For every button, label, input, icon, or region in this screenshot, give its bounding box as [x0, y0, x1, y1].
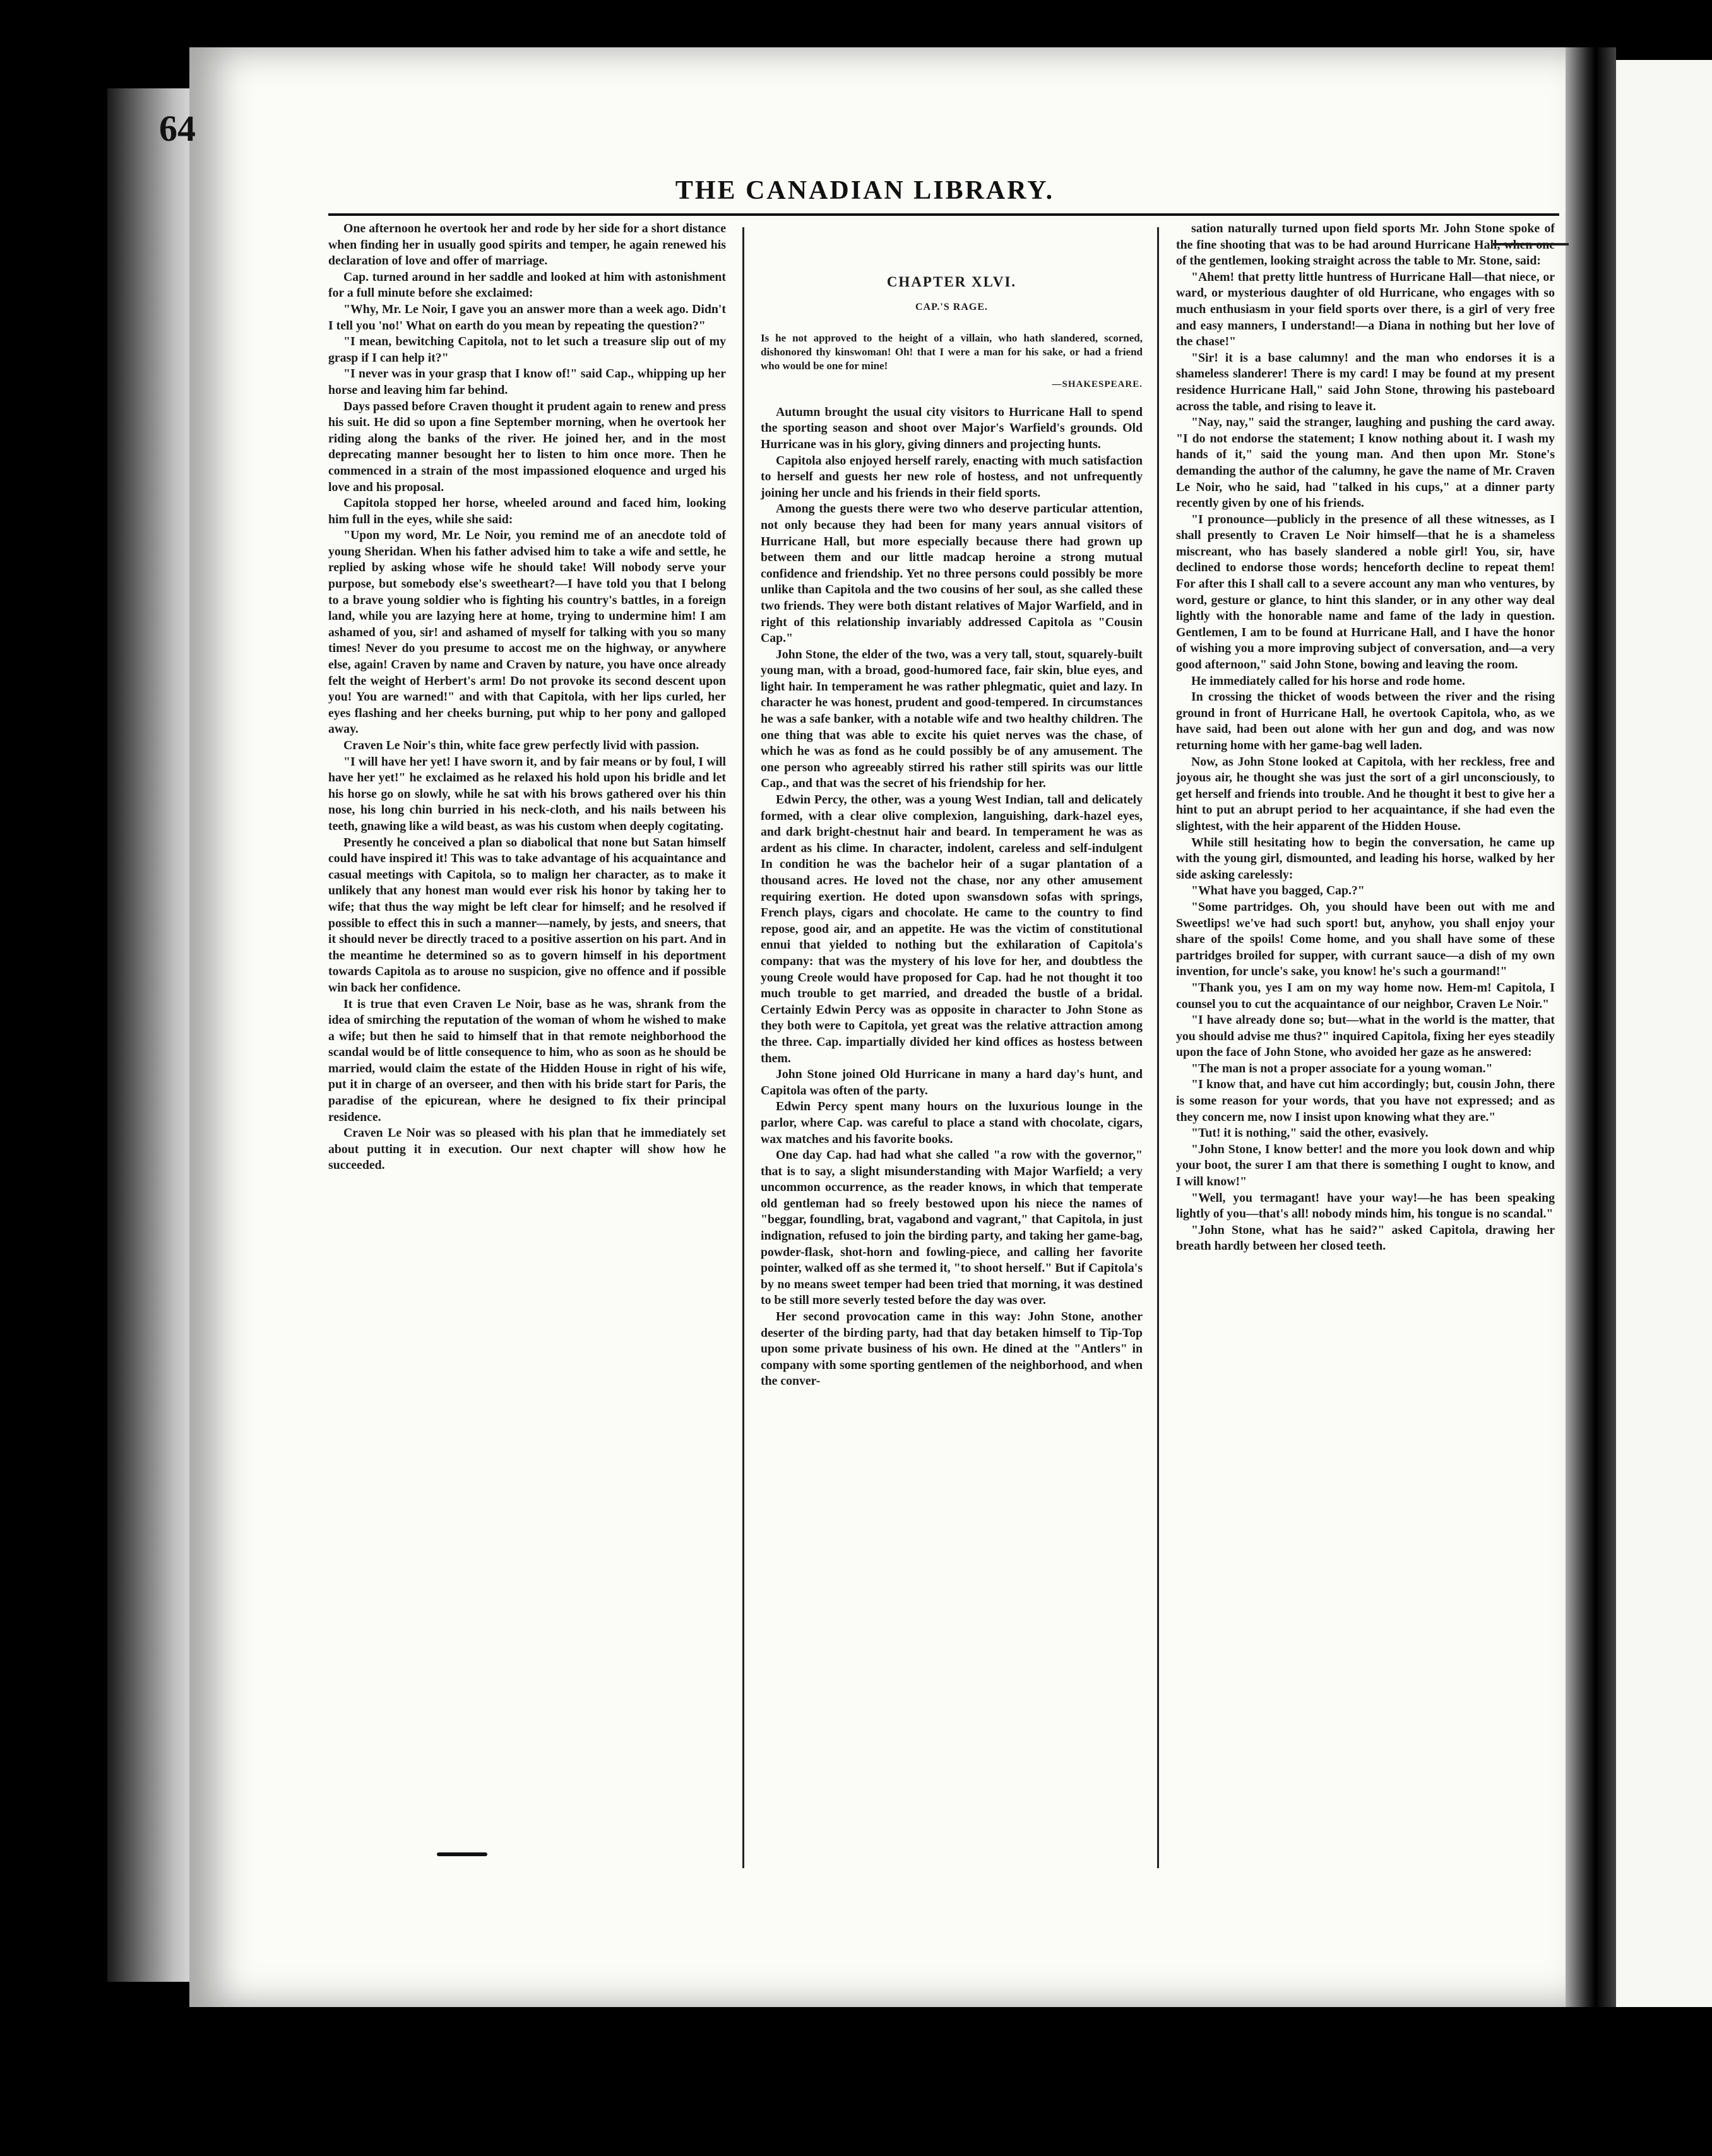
paragraph: "I pronounce—publicly in the presence of all these witnesses, as I shall presently to Craven Le Noir himself—that he is a shameless miscreant, who has basely slandered a noble girl! You, sir, have declined to endorse those words; henceforth decline to repeat them! For after this I shall call to a severe account any man who ventures, by word, gesture or glance, to hint this slander, or in any other way deal lightly with the honorable name and fame of the lady in question. Gentlemen, I am to be found at Hurricane Hall, and I have the honor of wishing you a more improving subject of conversation, and—a very good afternoon," said John Stone, bowing and leaving the room.: [1176, 512, 1555, 672]
paragraph: "John Stone, what has he said?" asked Capitola, drawing her breath hardly between her closed teeth.: [1176, 1223, 1555, 1253]
page-gutter: [1566, 47, 1616, 2007]
paragraph: Capitola stopped her horse, wheeled around and faced him, looking him full in the eyes, while she said:: [328, 496, 726, 526]
paragraph: Capitola also enjoyed herself rarely, enacting with much satisfaction to herself and guests her new role of hostess, and not unfrequently joining her uncle and his friends in their field sports.: [761, 453, 1143, 500]
paragraph: "The man is not a proper associate for a young woman.": [1191, 1061, 1493, 1075]
paragraph: Autumn brought the usual city visitors to Hurricane Hall to spend the sporting season and shoot over Major's Warfield's grounds. Old Hurricane was in his glory, giving dinners and projecting hunts.: [761, 405, 1143, 451]
text-column-1: [328, 221, 726, 1988]
paragraph: Edwin Percy, the other, was a young West Indian, tall and delicately formed, with a clear olive complexion, languishing, dark-hazel eyes, and dark bright-chestnut hair and beard. In temperament he was as ardent as his clime. In character, indolent, careless and self-indulgent In condition he was the bachelor heir of a sugar plantation of a thousand acres. He loved not the chase, nor any other amusement requiring exertion. He doted upon swansdown sofas with springs, French plays, cigars and chocolate. He came to the country to find repose, good air, and an appetite. He was the victim of constitutional ennui that yielded to nothing but the exhilaration of Capitola's company: that was the mystery of his love for her, and doubtless the young Creole would have proposed for Cap. had he not thought it too much trouble to get married, and dreaded the bustle of a bridal. Certainly Edwin Percy was as opposite in character to John Stone as they both were to Capitola, yet great was the relative attraction among the three. Cap. impartially divided her kind offices as hostess between them.: [761, 793, 1143, 1065]
text-column-3: [1176, 221, 1555, 1988]
column-divider: [742, 227, 744, 1868]
paragraph: "I have already done so; but—what in the world is the matter, that you should advise me thus?" inquired Capitola, fixing her eyes steadily upon the face of John Stone, who avoided her gaze as he answered:: [1176, 1013, 1555, 1060]
paragraph: Presently he conceived a plan so diabolical that none but Satan himself could have inspired it! This was to take advantage of his acquaintance and casual meetings with Capitola, so to malign her character, as to make it unlikely that any honest man would ever risk his honor by taking her to wife; that thus the way might be left clear for himself; and he resolved if possible to effect this in such a manner—namely, by jests, and sneers, that it should never be directly traced to a positive assertion on his part. And in the meantime he determined so as to govern himself in his deportment towards Capitola as to arouse no suspicion, give no offence and if possible win back her confidence.: [328, 835, 726, 995]
chapter-subtitle: CAP.'S RAGE.: [915, 301, 988, 312]
paragraph: "Why, Mr. Le Noir, I gave you an answer more than a week ago. Didn't I tell you 'no!' What on earth do you mean by repeating the question?": [328, 302, 726, 333]
chapter-body: [761, 405, 1143, 1390]
paragraph: Craven Le Noir's thin, white face grew perfectly livid with passion.: [343, 738, 699, 752]
paragraph: Her second provocation came in this way: John Stone, another deserter of the birding party, had that day betaken himself to Tip-Top upon some private business of his own. He dined at the "Antlers" in company with some sporting gentlemen of the neighborhood, and when the conver-: [761, 1310, 1143, 1389]
paragraph: One afternoon he overtook her and rode by her side for a short distance when finding her in usually good spirits and temper, he again renewed his declaration of love and offer of marriage.: [328, 222, 726, 268]
paragraph: "What have you bagged, Cap.?": [1191, 884, 1365, 898]
paragraph: "Nay, nay," said the stranger, laughing and pushing the card away. "I do not endorse the statement; I know nothing about it. I wash my hands of it," said the young man. And then upon Mr. Stone's demanding the author of the calumny, he gave the name of Mr. Craven Le Noir, who he said, had "talked in his cups," at a dinner party recently given by one of his friends.: [1176, 415, 1555, 511]
epigraph-attribution: —SHAKESPEARE.: [1052, 379, 1143, 390]
paragraph: Cap. turned around in her saddle and looked at him with astonishment for a full minute before she exclaimed:: [328, 270, 726, 300]
paragraph: It is true that even Craven Le Noir, base as he was, shrank from the idea of smirching the reputation of the woman of whom he wished to make a wife; but then he said to himself that in that remote neighborhood the scandal would be of little consequence to him, who as soon as he should be married, would claim the estate of the Hidden House in right of his wife, put it in charge of an overseer, and then with his bride start for Paris, the paradise of the epicurean, where he designed to fix their principal residence.: [328, 997, 726, 1124]
header-rule: [328, 213, 1559, 216]
text-column-2: [761, 221, 1143, 1988]
paragraph: "Tut! it is nothing," said the other, evasively.: [1191, 1126, 1429, 1140]
paragraph: "Some partridges. Oh, you should have been out with me and Sweetlips! we've had such sport! but, anyhow, you shall enjoy your share of the spoils! Come home, and you shall have some of these partridges broiled for supper, with currant sauce—a dish of my own invention, for uncle's sake, you know! he's such a gourmand!": [1176, 899, 1555, 979]
column-divider: [1157, 227, 1159, 1868]
paragraph: John Stone joined Old Hurricane in many a hard day's hunt, and Capitola was often of the party.: [761, 1067, 1143, 1098]
paragraph: In crossing the thicket of woods between the river and the rising ground in front of Hurricane Hall, he overtook Capitola, who, as we have said, had been out alone with her gun and dog, and was now returning home with her game-bag well laden.: [1176, 690, 1555, 752]
paragraph: "Thank you, yes I am on my way home now. Hem-m! Capitola, I counsel you to cut the acquaintance of our neighbor, Craven Le Noir.": [1176, 980, 1555, 1011]
paragraph: "Upon my word, Mr. Le Noir, you remind me of an anecdote told of young Sheridan. When his father advised him to take a wife and settle, he replied by asking whose wife he should take! Will nobody serve your purpose, but somebody else's sweetheart?—I have told you that I belong to a brave young soldier who is fighting his country's battles, in a foreign land, while you are lazying here at home, trying to undermine him! I am ashamed of you, sir! and ashamed of myself for talking with you so many times! Never do you presume to accost me on the highway, or anywhere else, again! Craven by name and Craven by nature, you have once already felt the weight of Herbert's arm! Do not provoke its second descent upon you! You are warned!" and with that Capitola, with her lips curled, her eyes flashing and her cheeks burning, put whip to her pony and galloped away.: [328, 528, 726, 737]
paragraph: sation naturally turned upon field sports Mr. John Stone spoke of the fine shooting that was to be had around Hurricane Hall, when one of the gentlemen, looking straight across the table to Mr. Stone, said:: [1176, 222, 1555, 268]
paragraph: Now, as John Stone looked at Capitola, with her reckless, free and joyous air, he thought she was just the sort of a girl unconsciously, to get herself and friends into trouble. And he thought it best to give her a hint to put an abrupt period to her acquaintance, if she had even the slightest, with the heir apparent of the Hidden House.: [1176, 754, 1555, 833]
paragraph: One day Cap. had had what she called "a row with the governor," that is to say, a slight misunderstanding with Major Warfield; a very uncommon occurrence, as the reader knows, in which that temperate old gentleman had so freely bestowed upon his niece the names of "beggar, foundling, brat, vagabond and vagrant," that Capitola, in just indignation, refused to join the birding party, and taking her game-bag, powder-flask, shot-horn and fowling-piece, and calling her favorite pointer, walked off as she termed it, "to shoot herself." But if Capitola's by no means sweet temper had been tried that morning, it was destined to be still more severly tested before the day was over.: [761, 1148, 1143, 1308]
paragraph: "I never was in your grasp that I know of!" said Cap., whipping up her horse and leaving him far behind.: [328, 367, 726, 397]
paragraph: Days passed before Craven thought it prudent again to renew and press his suit. He did so upon a fine September morning, when he overtook her riding along the banks of the river. He joined her, and in the most deprecating manner besought her to listen to him once more. Then he commenced in a strain of the most impassioned eloquence and urged his love and his proposal.: [328, 399, 726, 494]
facing-page: [1616, 60, 1712, 2007]
paragraph: He immediately called for his horse and rode home.: [1191, 673, 1465, 688]
paragraph: "I mean, bewitching Capitola, not to let such a treasure slip out of my grasp if I can help it?": [328, 335, 726, 365]
running-title: THE CANADIAN LIBRARY.: [675, 176, 1055, 205]
paragraph: "I know that, and have cut him accordingly; but, cousin John, there is some reason for your words, that you have not expressed; and as they concern me, now I insist upon knowing what they are.": [1176, 1077, 1555, 1124]
section-end-ornament: [437, 1852, 487, 1856]
paragraph: John Stone, the elder of the two, was a very tall, stout, squarely-built young man, with a broad, good-humored face, fair skin, blue eyes, and light hair. In temperament he was rather phlegmatic, quiet and lazy. In character he was honest, prudent and good-tempered. In circumstances he was a safe banker, with a notable wife and two healthy children. The one thing that was able to excite his quiet nerves was the chase, of which he was as fond as he could possibly be of any amusement. The one person who agreeably stirred his rather still spirits was our little Cap., and that was the secret of his friendship for her.: [761, 647, 1143, 791]
paragraph: "Well, you termagant! have your way!—he has been speaking lightly of you—that's all! nobody minds him, his tongue is no scandal.": [1176, 1190, 1555, 1221]
epigraph: Is he not approved to the height of a villain, who hath slandered, scorned, dishonored thy kinswoman! Oh! that I were a man for his sake, or had a friend who would be one for mine!: [761, 332, 1143, 372]
book-spine: [107, 88, 202, 1982]
paragraph: Edwin Percy spent many hours on the luxurious lounge in the parlor, where Cap. was careful to place a stand with chocolate, cigars, wax matches and his favorite books.: [761, 1099, 1143, 1146]
paragraph: Craven Le Noir was so pleased with his plan that he immediately set about putting it in execution. Our next chapter will show how he succeeded.: [328, 1126, 726, 1173]
chapter-title: CHAPTER XLVI.: [886, 274, 1017, 290]
paragraph: "John Stone, I know better! and the more you look down and whip your boot, the surer I am that there is something I ought to know, and I will know!": [1176, 1142, 1555, 1189]
paragraph: "Ahem! that pretty little huntress of Hurricane Hall—that niece, or ward, or mysterious daughter of old Hurricane, who engages with so much enthusiasm in your field sports over there, is a girl of very free and easy manners, I understand!—a Diana in nothing but her love of the chase!": [1176, 270, 1555, 349]
paragraph: "I will have her yet! I have sworn it, and by fair means or by foul, I will have her yet!" he exclaimed as he relaxed his hold upon his bridle and let his horse go on slowly, while he sat with his brows gathered over his thin nose, his long chin burried in his neck-cloth, and his nails between his teeth, gnawing like a wild beast, as was his custom when deeply cogitating.: [328, 754, 726, 833]
page-number: 64: [159, 108, 196, 149]
paragraph: "Sir! it is a base calumny! and the man who endorses it is a shameless slanderer! There is my card! I may be found at my present residence Hurricane Hall," said John Stone, throwing his pasteboard across the table, and rising to leave it.: [1176, 350, 1555, 413]
paragraph: While still hesitating how to begin the conversation, he came up with the young girl, dismounted, and leading his horse, walked by her side asking carelessly:: [1176, 835, 1555, 882]
paragraph: Among the guests there were two who deserve particular attention, not only because they had been for many years annual visitors of Hurricane Hall, but more especially because there had grown up between them and our little madcap heroine a strong mutual confidence and friendship. Yet no three persons could possibly be more unlike than Capitola and the two cousins of her soul, as she called these two friends. They were both distant relatives of Major Warfield, and in right of this relationship invariably addressed Capitola as "Cousin Cap.": [761, 502, 1143, 646]
